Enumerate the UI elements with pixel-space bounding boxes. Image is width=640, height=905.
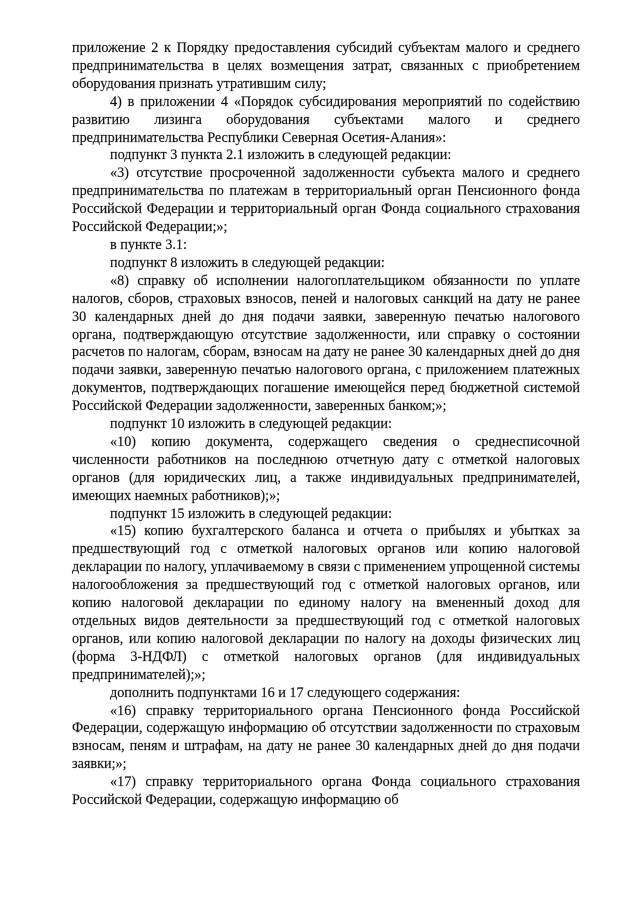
paragraph-4: «3) отсутствие просроченной задолженности субъекта малого и среднего предпринимательства по платежам в территориальный орган Пенсионного фонда Российской Федерации и территориальный орган Фонда социального страхования Российской Федерации;»; (72, 165, 580, 236)
paragraph-9: «10) копию документа, содержащего сведения о среднесписочной численности работников на последнюю отчетную дату с отметкой налоговых органов (для юридических лиц, а также индивидуальных предпринимателей, имеющих наемных работников);»; (72, 433, 580, 504)
paragraph-3: подпункт 3 пункта 2.1 изложить в следующей редакции: (110, 147, 452, 164)
paragraph-11: «15) копию бухгалтерского баланса и отчета о прибылях и убытках за предшествующий год с отметкой налоговых органов или копию налоговой декларации по налогу, уплачиваемому в связи с применением упрощенной системы налогообложения за предшествующий год с отметкой налоговых органов, или копию налоговой декларации по единому налогу на вмененный доход для отдельных видов деятельности за предшествующий год с отметкой налоговых органов, или копию налоговой декларации по налогу на доходы физических лиц (форма 3-НДФЛ) с отметкой налоговых органов (для индивидуальных предпринимателей);»; (72, 523, 580, 683)
paragraph-6: подпункт 8 изложить в следующей редакции: (110, 254, 385, 271)
paragraph-7: «8) справку об исполнении налогоплательщиком обязанности по уплате налогов, сборов, страховых взносов, пеней и налоговых санкций на дату не ранее 30 календарных дней до дня подачи заявки, заверенную печатью налогового органа, подтверждающую отсутствие задолженности, или справку о состоянии расчетов по налогам, сборам, взносам на дату не ранее 30 календарных дней до дня подачи заявки, заверенную печатью налогового органа, с приложением платежных документов, подтверждающих погашение имеющейся перед бюджетной системой Российской Федерации задолженности, заверенных банком;»; (72, 272, 580, 415)
paragraph-13: «16) справку территориального органа Пенсионного фонда Российской Федерации, содержащую информацию об отсутствии задолженности по страховым взносам, пеням и штрафам, на дату не ранее 30 календарных дней до дня подачи заявки;»; (72, 702, 580, 773)
paragraph-2: 4) в приложении 4 «Порядок субсидирования мероприятий по содействию развитию лизинга оборудования субъектами малого и среднего предпринимательства Республики Северная Осетия-Алания»: (72, 93, 580, 146)
paragraph-5: в пункте 3.1: (110, 236, 187, 253)
paragraph-10: подпункт 15 изложить в следующей редакции: (110, 505, 392, 522)
paragraph-1: приложение 2 к Порядку предоставления субсидий субъектам малого и среднего предпринимательства в целях возмещения затрат, связанных с приобретением оборудования признать утратившим силу; (72, 40, 580, 92)
paragraph-8: подпункт 10 изложить в следующей редакции: (110, 416, 392, 433)
paragraph-12: дополнить подпунктами 16 и 17 следующего содержания: (110, 684, 461, 701)
paragraph-14: «17) справку территориального органа Фонда социального страхования Российской Федерации, содержащую информацию об (72, 774, 580, 809)
